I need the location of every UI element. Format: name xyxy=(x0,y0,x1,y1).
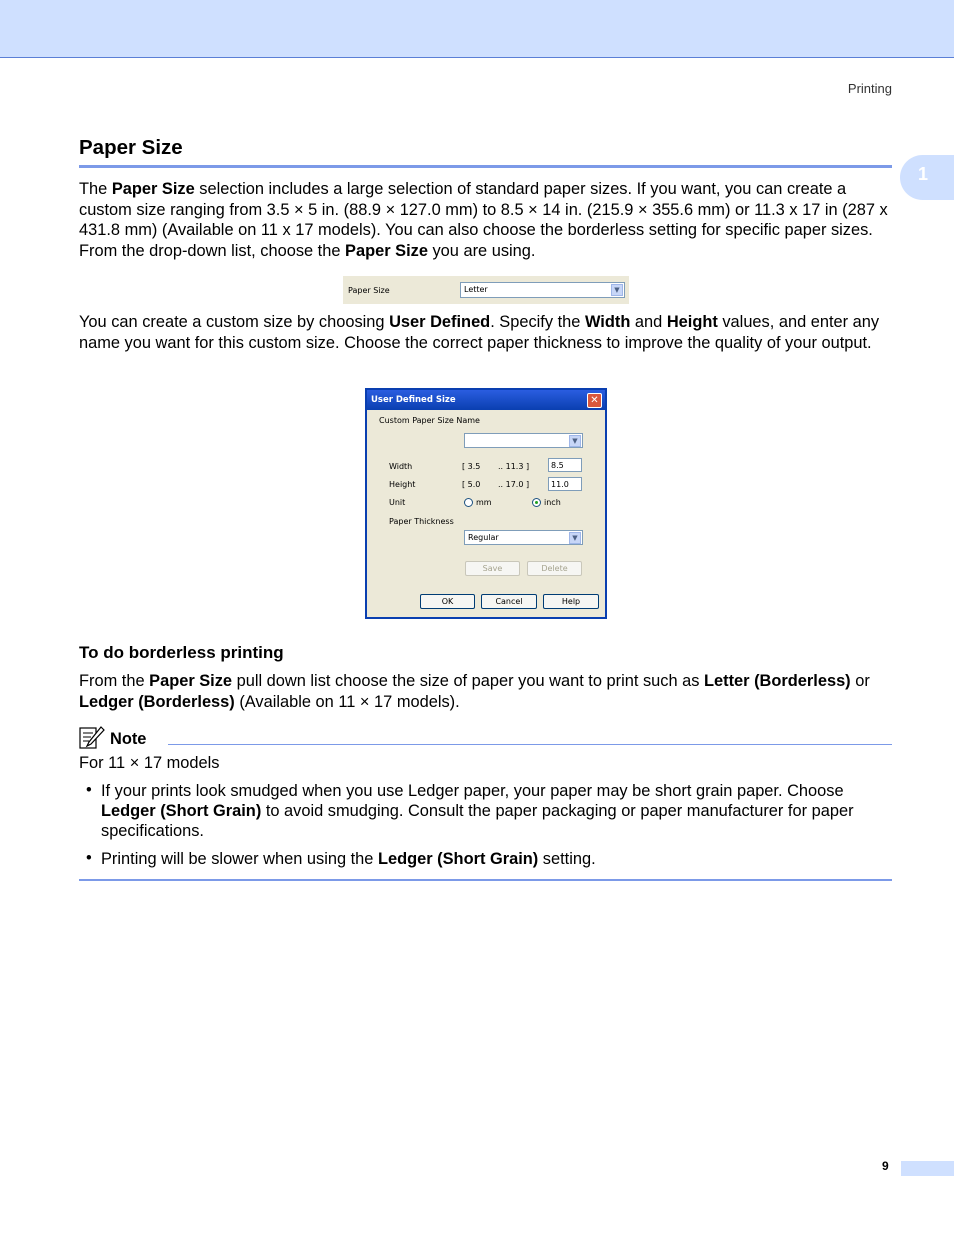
unit-inch-radio[interactable] xyxy=(532,498,541,507)
help-button[interactable]: Help xyxy=(543,594,599,609)
paper-thickness-label: Paper Thickness xyxy=(389,517,454,526)
custom-name-label: Custom Paper Size Name xyxy=(379,416,480,425)
note-end-rule xyxy=(79,879,892,881)
width-label: Width xyxy=(389,462,413,471)
note-bullet-1: If your prints look smudged when you use Ledger paper, your paper may be short grain paper. Choose Ledger (Short Grain) to avoid smudging. Consult the paper packaging or paper manufacturer for paper specifications. xyxy=(101,782,854,840)
paper-size-strip xyxy=(343,276,629,304)
header-section-name: Printing xyxy=(847,81,892,96)
height-input[interactable]: 11.0 xyxy=(548,477,582,491)
unit-label: Unit xyxy=(389,498,406,507)
section-title-rule xyxy=(79,165,892,168)
note-lead: For 11 × 17 models xyxy=(79,754,220,772)
chevron-down-icon[interactable]: ▼ xyxy=(569,532,581,544)
unit-mm-label: mm xyxy=(476,498,492,507)
note-label: Note xyxy=(110,730,147,748)
paper-size-dropdown[interactable] xyxy=(460,282,625,298)
note-bullet-2: Printing will be slower when using the Ledger (Short Grain) setting. xyxy=(101,850,596,868)
height-range-min: [ 5.0 xyxy=(462,480,481,489)
note-pencil-icon xyxy=(79,726,105,750)
unit-mm-radio[interactable] xyxy=(464,498,473,507)
custom-size-paragraph: You can create a custom size by choosing User Defined. Specify the Width and Height values, and enter any name you want for this custom size. Choose the correct paper thickness to improve the quality of your output. xyxy=(79,313,880,352)
paper-thickness-dropdown[interactable] xyxy=(464,530,583,545)
chapter-number: 1 xyxy=(918,164,929,184)
page-number: 9 xyxy=(882,1159,889,1173)
width-range-min: [ 3.5 xyxy=(462,462,481,471)
unit-inch-label: inch xyxy=(544,498,561,507)
chevron-down-icon[interactable]: ▼ xyxy=(569,435,581,447)
chapter-tab xyxy=(900,155,954,200)
paper-thickness-value: Regular xyxy=(468,533,499,542)
width-input[interactable]: 8.5 xyxy=(548,458,582,472)
user-defined-size-dialog xyxy=(365,388,607,619)
intro-paragraph: The Paper Size selection includes a large selection of standard paper sizes. If you want, you can create a custom size ranging from 3.5 × 5 in. (88.9 × 127.0 mm) to 8.5 × 14 in. (215.9 × 355.6 mm) or 11.3 x 17 in (287 x 431.8 mm) (Available on 11 x 17 models). You can also choose the borderless setting for specific paper sizes. From the drop-down list, choose the Paper Size you are using. xyxy=(79,180,888,260)
note-rule xyxy=(168,744,892,745)
ok-button[interactable]: OK xyxy=(420,594,475,609)
subsection-title: To do borderless printing xyxy=(79,643,284,662)
height-range-max: .. 17.0 ] xyxy=(498,480,530,489)
paper-size-label: Paper Size xyxy=(348,286,390,295)
section-title: Paper Size xyxy=(79,136,183,159)
paper-size-value: Letter xyxy=(464,285,488,294)
bullet-marker: • xyxy=(86,781,92,799)
cancel-button[interactable]: Cancel xyxy=(481,594,537,609)
borderless-paragraph: From the Paper Size pull down list choose the size of paper you want to print such as Letter (Borderless) or Ledger (Borderless) (Available on 11 × 17 models). xyxy=(79,672,870,711)
chevron-down-icon[interactable]: ▼ xyxy=(611,284,623,296)
custom-name-combo[interactable] xyxy=(464,433,583,448)
delete-button[interactable]: Delete xyxy=(527,561,582,576)
dialog-title: User Defined Size xyxy=(367,390,605,410)
header-band xyxy=(0,0,954,58)
close-icon[interactable]: ✕ xyxy=(587,393,602,408)
bullet-marker: • xyxy=(86,849,92,867)
height-label: Height xyxy=(389,480,416,489)
save-button[interactable]: Save xyxy=(465,561,520,576)
width-range-max: .. 11.3 ] xyxy=(498,462,530,471)
page-tab xyxy=(901,1161,954,1176)
